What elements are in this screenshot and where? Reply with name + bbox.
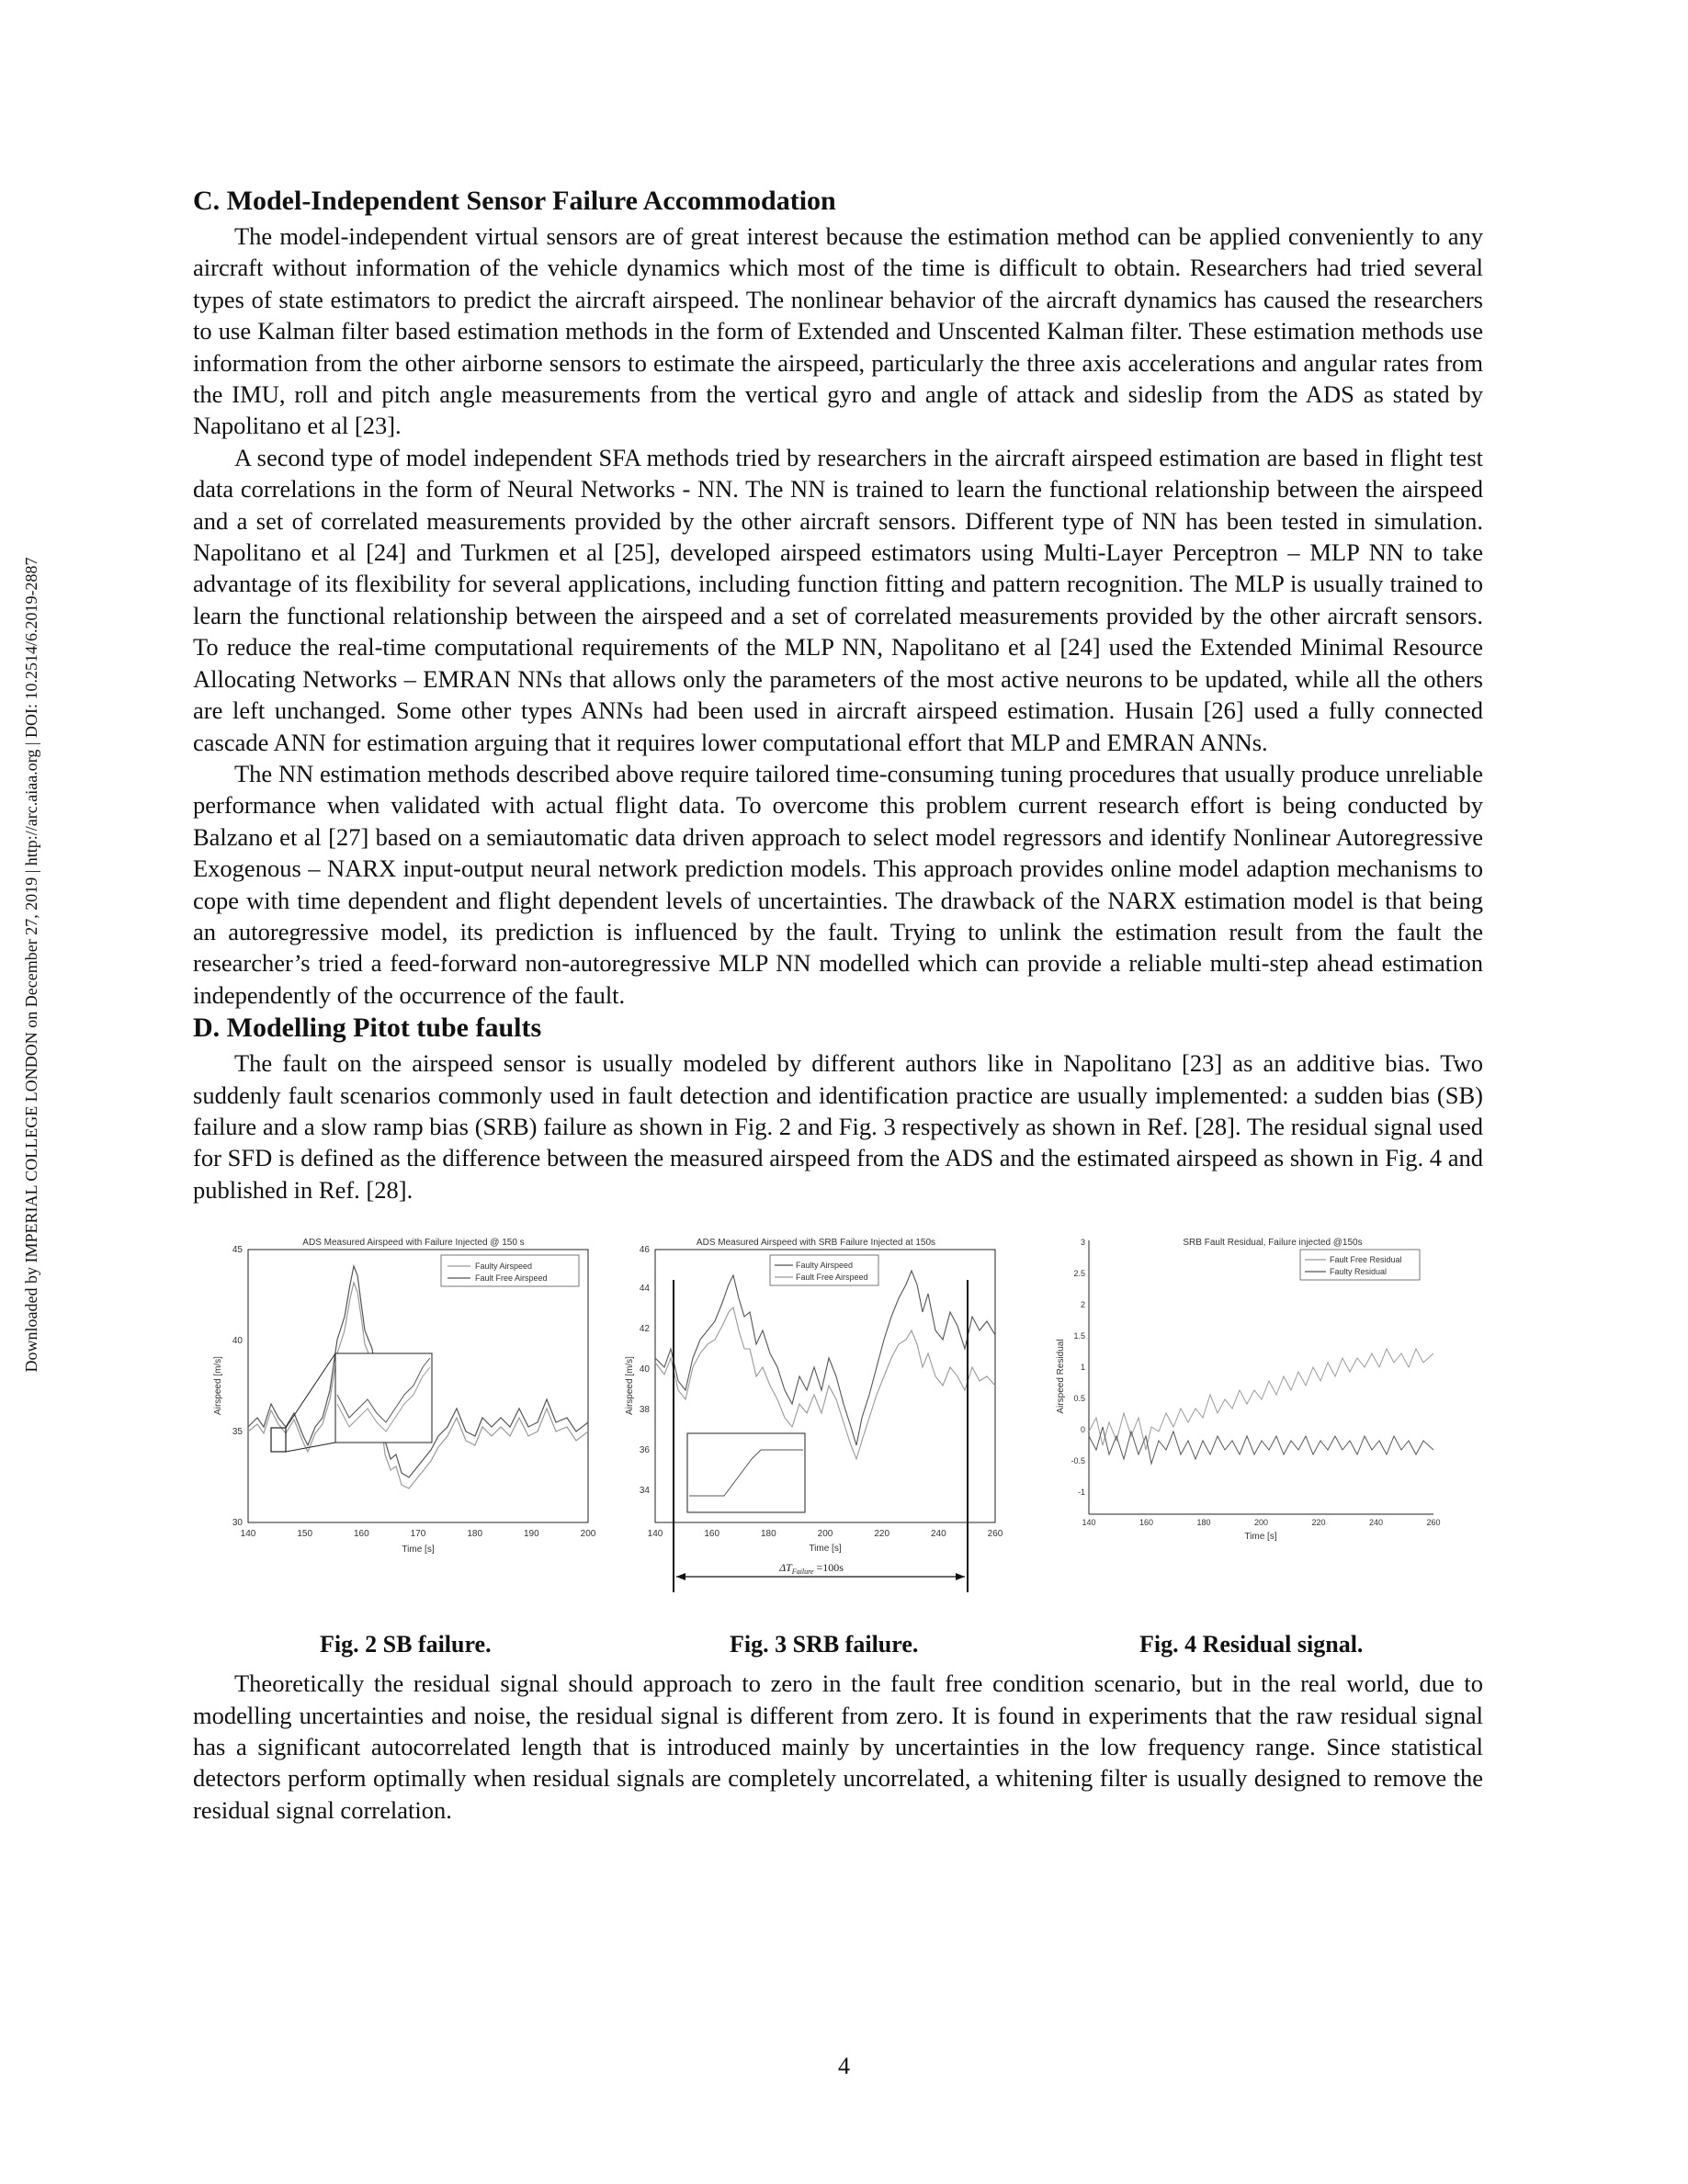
figure-4-title: SRB Fault Residual, Failure injected @150s bbox=[1183, 1238, 1363, 1249]
section-c-heading: C. Model-Independent Sensor Failure Accommodation bbox=[193, 186, 836, 216]
figure-4-xlabel: Time [s] bbox=[1244, 1532, 1277, 1543]
figure-4-ytick: 0 bbox=[1080, 1425, 1085, 1435]
section-c-paragraph-3: The NN estimation methods described above require tailored time-consuming tuning procedures that usually produce unreliable performance when validated with actual flight data. To overcome this problem current research effort is being conducted by Balzano et al [27] based on a semiautomatic data driven approach to select model regressors and identify Nonlinear Autoregressive Exogenous – NARX input-output neural network prediction models. This approach provides online model adaption mechanisms to cope with time dependent and flight dependent levels of uncertainties. The drawback of the NARX estimation model is that being an autoregressive model, its prediction is influenced by the fault. Trying to unlink the estimation result from the fault the researcher’s tried a feed-forward non-autoregressive MLP NN modelled which can provide a reliable multi-step ahead estimation independently of the occurrence of the fault. bbox=[193, 759, 1483, 1009]
figure-2-legend-entry: Faulty Airspeed bbox=[475, 1262, 533, 1272]
figure-3-caption: Fig. 3 SRB failure. bbox=[730, 1631, 919, 1658]
figure-3-xlabel: Time [s] bbox=[809, 1544, 842, 1555]
figure-3-xtick: 260 bbox=[987, 1529, 1003, 1540]
figure-2 bbox=[207, 1229, 602, 1560]
figure-3-xtick: 140 bbox=[647, 1529, 663, 1540]
figure-2-xtick: 200 bbox=[580, 1529, 596, 1540]
figure-2-xtick: 160 bbox=[353, 1529, 369, 1540]
page-number: 4 bbox=[838, 2053, 850, 2079]
figure-3-ytick: 40 bbox=[639, 1364, 650, 1375]
figure-3-xtick: 160 bbox=[704, 1529, 720, 1540]
figure-4-xtick: 260 bbox=[1426, 1518, 1441, 1528]
figure-4-ytick: -1 bbox=[1077, 1488, 1085, 1498]
figure-4-ytick: -0.5 bbox=[1071, 1456, 1085, 1466]
figure-4-ytick: 3 bbox=[1080, 1238, 1085, 1248]
figure-4-ylabel: Airspeed Residual bbox=[1056, 1339, 1066, 1414]
figure-4-xtick: 180 bbox=[1196, 1518, 1211, 1528]
figure-4-xtick: 240 bbox=[1368, 1518, 1384, 1528]
figure-4-xtick: 140 bbox=[1082, 1518, 1096, 1528]
figure-4-ytick: 0.5 bbox=[1073, 1394, 1085, 1404]
figure-2-ytick: 40 bbox=[232, 1336, 243, 1347]
figure-3-xtick: 180 bbox=[760, 1529, 776, 1540]
figure-2-xtick: 170 bbox=[410, 1529, 426, 1540]
figure-4-ytick: 2 bbox=[1080, 1300, 1085, 1310]
figure-2-legend-entry: Fault Free Airspeed bbox=[475, 1273, 548, 1284]
figure-2-ytick: 30 bbox=[232, 1518, 243, 1529]
closing-paragraph: Theoretically the residual signal should approach to zero in the fault free condition scenario, but in the real world, due to modelling uncertainties and noise, the residual signal is different from zero. It is found in experiments that the raw residual signal has a significant autocorrelated length that is introduced mainly by uncertainties in the low frequency range. Since statistical detectors perform optimally when residual signals are completely uncorrelated, a whitening filter is usually designed to remove the residual signal correlation. bbox=[193, 1669, 1483, 1824]
figure-2-caption: Fig. 2 SB failure. bbox=[320, 1631, 492, 1658]
figure-2-xlabel: Time [s] bbox=[402, 1545, 435, 1556]
download-watermark bbox=[0, 349, 40, 1580]
figure-3-legend-entry: Faulty Airspeed bbox=[796, 1261, 854, 1271]
figure-3-ytick: 42 bbox=[639, 1324, 650, 1335]
figure-2-xtick: 150 bbox=[297, 1529, 313, 1540]
figure-2-xtick: 180 bbox=[467, 1529, 483, 1540]
figure-3-plot bbox=[623, 1229, 1014, 1601]
figure-4-ytick: 1.5 bbox=[1073, 1331, 1085, 1341]
figure-4-xtick: 200 bbox=[1253, 1518, 1269, 1528]
figure-3-ytick: 46 bbox=[639, 1245, 650, 1256]
section-c-paragraph-2: A second type of model independent SFA methods tried by researchers in the aircraft airspeed estimation are based in flight test data correlations in the form of Neural Networks - NN. The NN is trained to learn the functional relationship between the airspeed and a set of correlated measurements provided by the other aircraft sensors. Different type of NN has been tested in simulation. Napolitano et al [24] and Turkmen et al [25], developed airspeed estimators using Multi-Layer Perceptron – MLP NN to take advantage of its flexibility for several applications, including function fitting and pattern recognition. The MLP is usually trained to learn the functional relationship between the airspeed and a set of correlated measurements provided by the other aircraft sensors. To reduce the real-time computational requirements of the MLP NN, Napolitano et al [24] used the Extended Minimal Resource Allocating Networks – EMRAN NNs that allows only the parameters of the most active neurons to be updated, while all the others are left unchanged. Some other types ANNs had been used in aircraft airspeed estimation. Husain [26] used a fully connected cascade ANN for estimation arguing that it requires lower computational effort that MLP and EMRAN ANNs. bbox=[193, 443, 1483, 756]
figure-4-plot bbox=[1052, 1229, 1443, 1560]
figure-4-legend-entry: Faulty Residual bbox=[1330, 1267, 1388, 1277]
figure-row bbox=[193, 1229, 1483, 1629]
figure-2-ytick: 45 bbox=[232, 1245, 243, 1256]
figure-4-legend-entry: Fault Free Residual bbox=[1330, 1255, 1402, 1265]
figure-3-ylabel: Airspeed [m/s] bbox=[625, 1356, 635, 1416]
figure-2-xtick: 190 bbox=[523, 1529, 539, 1540]
figure-3-ytick: 34 bbox=[639, 1486, 650, 1497]
figure-2-title: ADS Measured Airspeed with Failure Injected @ 150 s bbox=[302, 1238, 525, 1249]
figure-3-ytick: 38 bbox=[639, 1405, 650, 1416]
figure-3-inset bbox=[687, 1433, 805, 1512]
figure-2-ylabel: Airspeed [m/s] bbox=[213, 1356, 223, 1416]
download-watermark-text: Downloaded by IMPERIAL COLLEGE LONDON on December 27, 2019 | http://arc.aiaa.org | DOI: 10.2514/6.2019-2887 bbox=[22, 557, 40, 1373]
section-d-paragraph-1: The fault on the airspeed sensor is usually modeled by different authors like in Napolitano [23] as an additive bias. Two suddenly fault scenarios commonly used in fault detection and identification practice are usually implemented: a sudden bias (SB) failure and a slow ramp bias (SRB) failure as shown in Fig. 2 and Fig. 3 respectively as shown in Ref. [28]. The residual signal used for SFD is defined as the difference between the measured airspeed from the ADS and the estimated airspeed as shown in Fig. 4 and published in Ref. [28]. bbox=[193, 1049, 1483, 1204]
page-content bbox=[193, 184, 1483, 1826]
figure-4-xtick: 220 bbox=[1311, 1518, 1326, 1528]
figure-3-title: ADS Measured Airspeed with SRB Failure Injected at 150s bbox=[696, 1238, 936, 1249]
figure-4-ytick: 1 bbox=[1080, 1363, 1085, 1373]
figure-3-ytick: 44 bbox=[639, 1284, 650, 1295]
figure-3-duration-annotation: $\Delta T_{Failure} =100s$ bbox=[779, 1561, 844, 1577]
figure-4 bbox=[1052, 1229, 1443, 1560]
figure-3-ytick: 36 bbox=[639, 1445, 650, 1456]
section-d-heading: D. Modelling Pitot tube faults bbox=[193, 1013, 542, 1044]
figure-4-caption: Fig. 4 Residual signal. bbox=[1139, 1631, 1364, 1658]
section-c-paragraph-1: The model-independent virtual sensors are of great interest because the estimation method can be applied conveniently to any aircraft without information of the vehicle dynamics which most of the time is difficult to obtain. Researchers had tried several types of state estimators to predict the aircraft airspeed. The nonlinear behavior of the aircraft dynamics has caused the researchers to use Kalman filter based estimation methods in the form of Extended and Unscented Kalman filter. These estimation methods use information from the other airborne sensors to estimate the airspeed, particularly the three axis accelerations and angular rates from the IMU, roll and pitch angle measurements from the vertical gyro and angle of attack and sideslip from the ADS as stated by Napolitano et al [23]. bbox=[193, 222, 1483, 440]
figure-captions bbox=[193, 1631, 1483, 1668]
figure-2-ytick: 35 bbox=[232, 1427, 243, 1438]
figure-2-plot bbox=[207, 1229, 602, 1560]
figure-4-xtick: 160 bbox=[1139, 1518, 1154, 1528]
figure-3-xtick: 240 bbox=[930, 1529, 946, 1540]
figure-2-xtick: 140 bbox=[240, 1529, 256, 1540]
figure-4-ytick: 2.5 bbox=[1073, 1269, 1085, 1279]
figure-3 bbox=[623, 1229, 1014, 1601]
figure-3-xtick: 220 bbox=[874, 1529, 890, 1540]
figure-3-xtick: 200 bbox=[817, 1529, 833, 1540]
figure-3-legend-entry: Fault Free Airspeed bbox=[796, 1273, 868, 1283]
